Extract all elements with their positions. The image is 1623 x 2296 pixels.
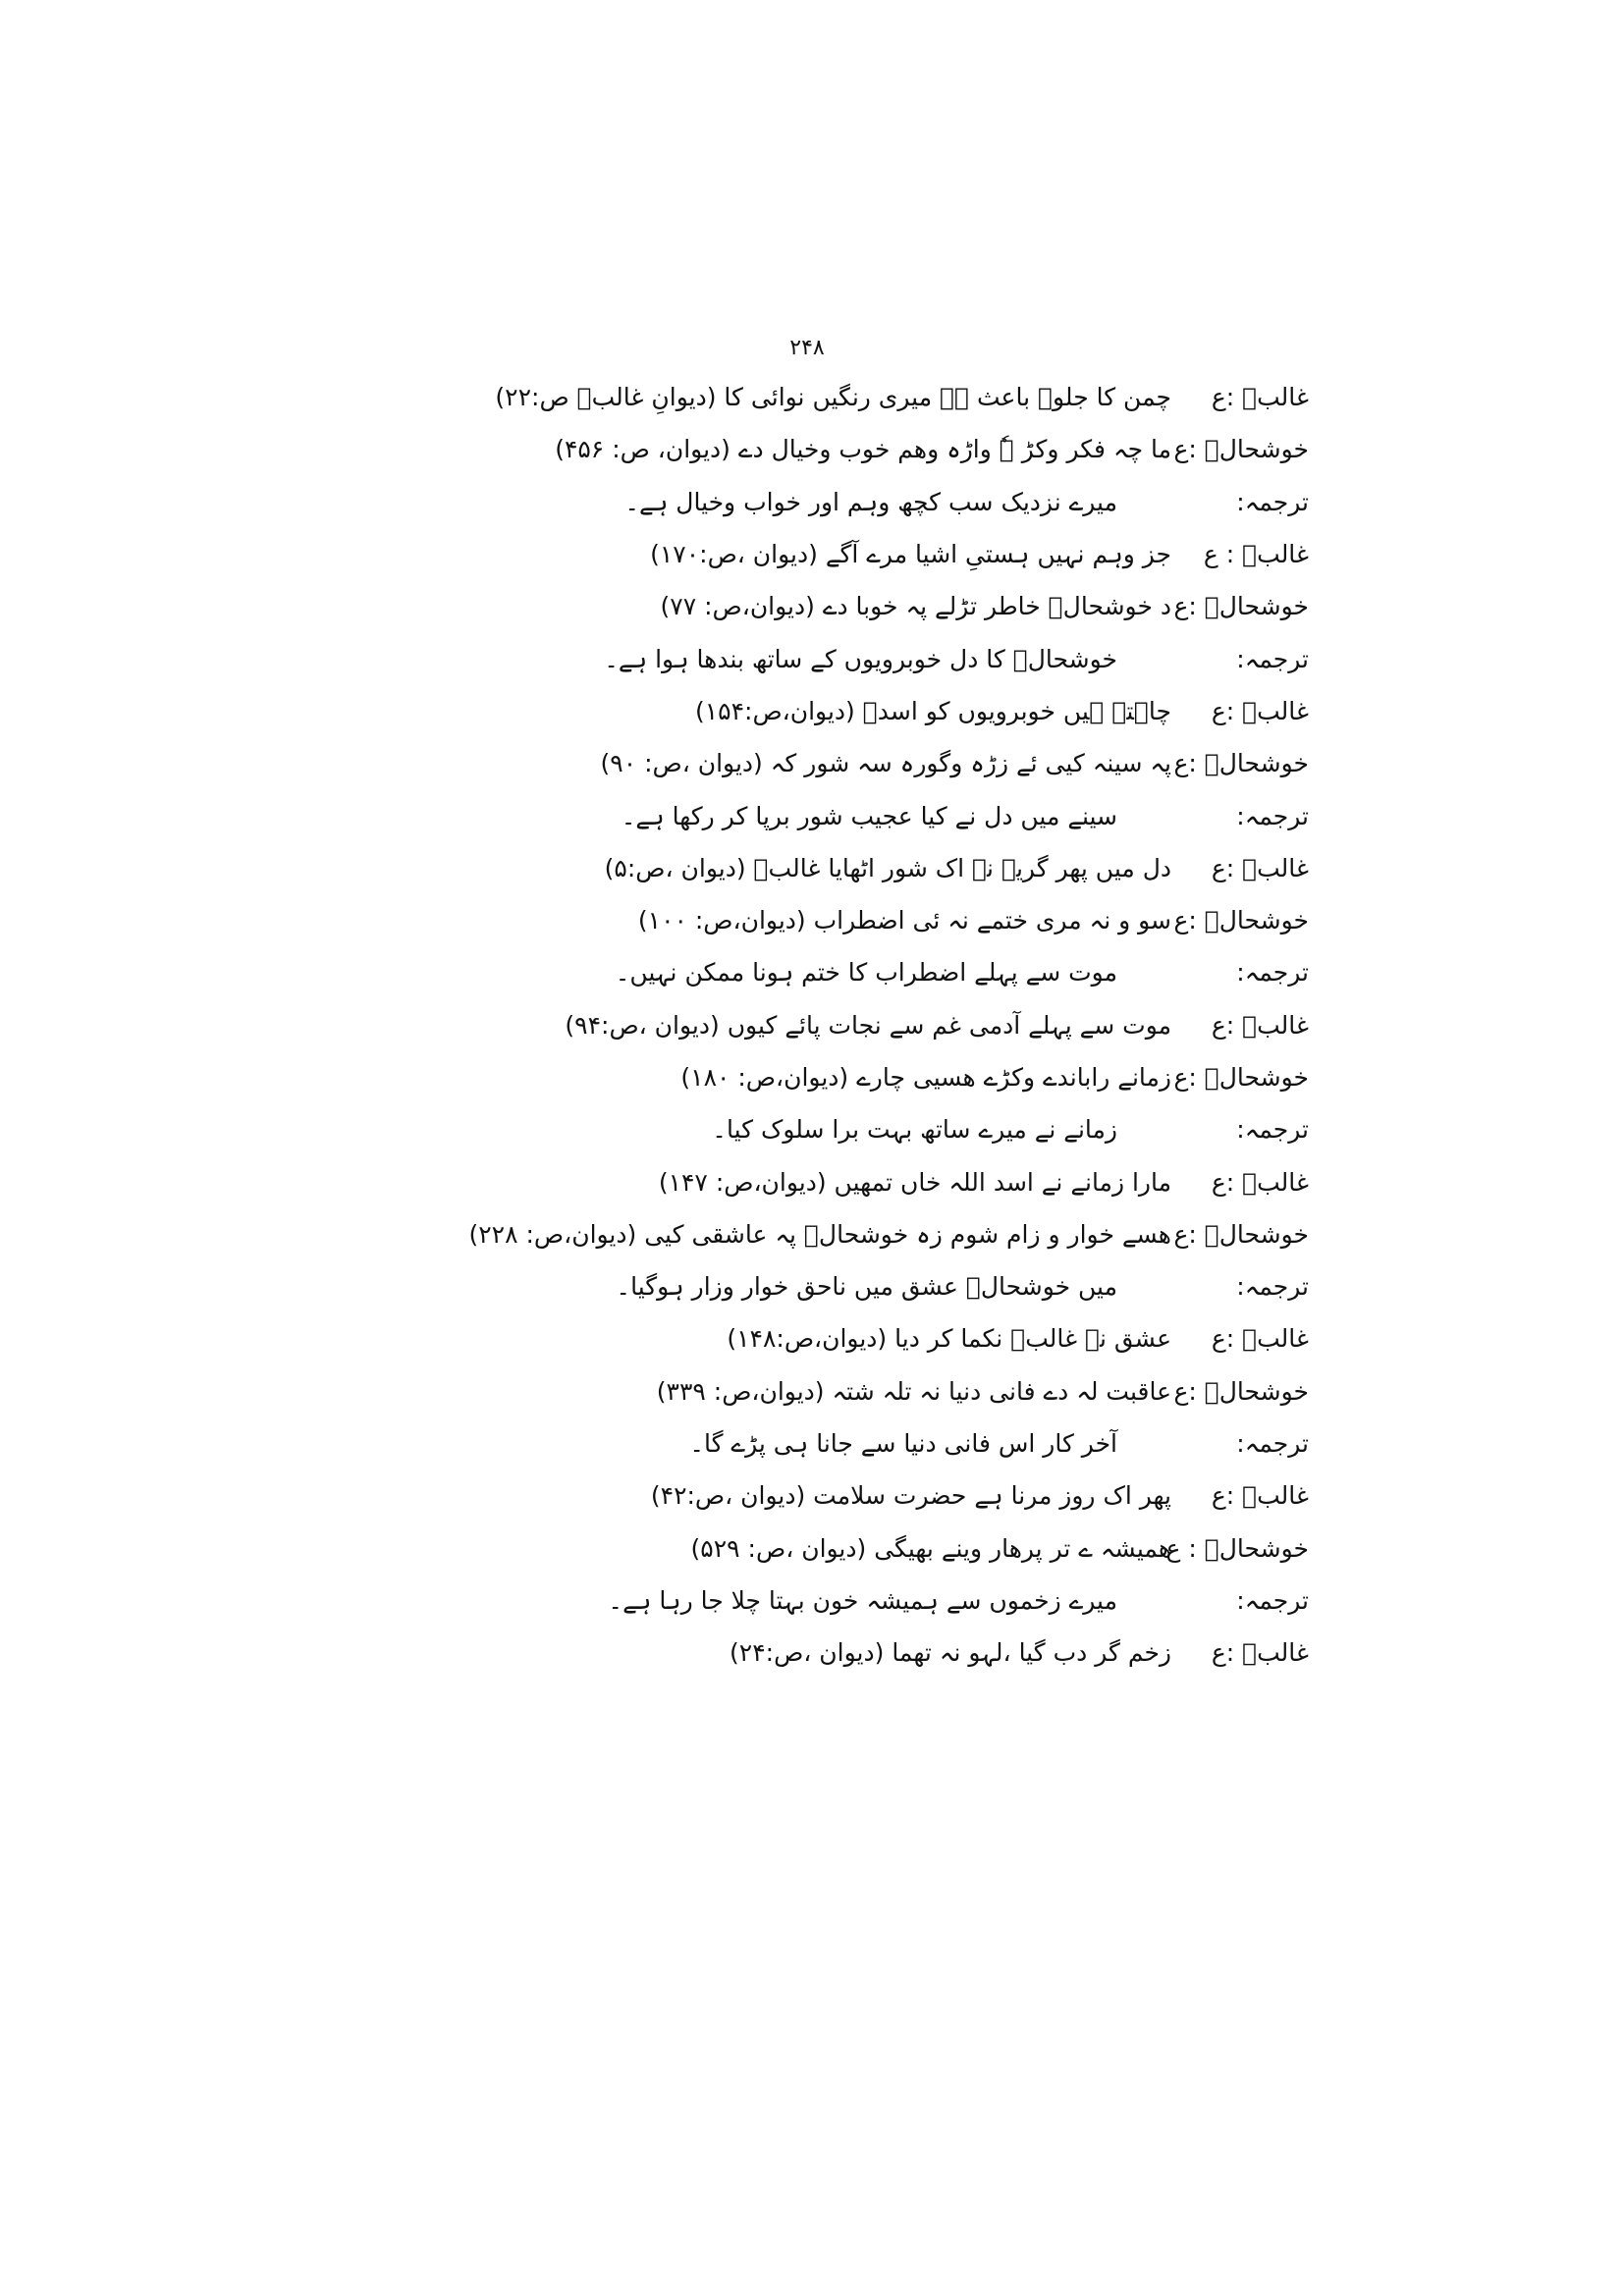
verse-text: موت سے پہلے اضطراب کا ختم ہونا ممکن نہیں۔ — [615, 958, 1117, 988]
verse-speaker-label: غالبؔ :ع — [1211, 853, 1309, 882]
verse-text: پہ سینہ کیی ئے زڑہ وگورہ سہ شور کہ (دیوان ،ص: ۹۰) — [600, 749, 1171, 778]
verse-text: جز وہم نہیں ہستیِ اشیا مرے آگے (دیوان ،ص:۱۷۰) — [650, 540, 1171, 569]
verse-line — [327, 371, 1309, 423]
verse-speaker-label: غالبؔ :ع — [1211, 696, 1309, 725]
verse-speaker-label: ترجمہ: — [1236, 958, 1309, 988]
verse-line — [327, 1312, 1309, 1364]
verse-speaker-label: خوشحالؔ :ع — [1173, 1219, 1309, 1249]
verse-text: زمانے راباندے وکڑے ھسیی چارے (دیوان،ص: ۱۸۰) — [680, 1063, 1171, 1092]
verse-line — [327, 789, 1309, 841]
verse-text: موت سے پہلے آدمی غم سے نجات پائے کیوں (دیوان ،ص:۹۴) — [565, 1010, 1171, 1040]
verse-line — [327, 1155, 1309, 1207]
verse-line — [327, 580, 1309, 632]
verse-line — [327, 476, 1309, 528]
verse-line — [327, 423, 1309, 475]
verse-line — [327, 1051, 1309, 1103]
verse-text: میرے نزدیک سب کچھ وہم اور خواب وخیال ہے۔ — [624, 487, 1117, 516]
verse-line — [327, 1417, 1309, 1469]
verse-speaker-label: خوشحالؔ :ع — [1173, 592, 1309, 621]
verse-speaker-label: ترجمہ: — [1236, 801, 1309, 830]
verse-speaker-label: ترجمہ: — [1236, 1115, 1309, 1145]
verse-text: زخم گر دب گیا ،لہو نہ تھما (دیوان ،ص:۲۴) — [730, 1638, 1171, 1668]
verse-speaker-label: خوشحالؔ :ع — [1173, 906, 1309, 935]
verse-text: ھمیشہ ے تر پرھار وینے بھیگی (دیوان ،ص: ۵۲۹) — [690, 1533, 1171, 1563]
verse-line — [327, 1469, 1309, 1522]
verse-line — [327, 1365, 1309, 1417]
verse-speaker-label: خوشحالؔ : ع — [1165, 1533, 1309, 1563]
verse-speaker-label: خوشحالؔ :ع — [1173, 1063, 1309, 1092]
verse-line — [327, 894, 1309, 946]
verse-text: مارا زمانے نے اسد اللہ خاں تمھیں (دیوان،ص: ۱۴۷) — [658, 1167, 1171, 1197]
verse-speaker-label: ترجمہ: — [1236, 1272, 1309, 1302]
verse-speaker-label: خوشحالؔ :ع — [1173, 1376, 1309, 1406]
verse-text: د خوشحالؔ خاطر تڑلے پہ خوبا دے (دیوان،ص: ۷۷) — [660, 592, 1171, 621]
verse-speaker-label: غالبؔ :ع — [1211, 1324, 1309, 1354]
verse-text: زمانے نے میرے ساتھ بہت برا سلوک کیا۔ — [712, 1115, 1117, 1145]
verse-line — [327, 999, 1309, 1051]
verse-speaker-label: غالبؔ :ع — [1211, 1167, 1309, 1197]
verse-speaker-label: غالبؔ : ع — [1203, 540, 1309, 569]
verse-speaker-label: خوشحالؔ :ع — [1173, 749, 1309, 778]
verse-line — [327, 842, 1309, 894]
verse-line — [327, 1627, 1309, 1679]
verse-speaker-label: ترجمہ: — [1236, 1585, 1309, 1615]
verse-text: میرے زخموں سے ہمیشہ خون بہتا چلا جا رہا ہے۔ — [608, 1585, 1117, 1615]
verse-text: ھسے خوار و زام شوم زہ خوشحالؔ پہ عاشقی کیی (دیوان،ص: ۲۲۸) — [468, 1219, 1171, 1249]
verse-line — [327, 946, 1309, 998]
verse-line — [327, 737, 1309, 789]
verse-text: عاقبت لہ دے فانی دنیا نہ تلہ شتہ (دیوان،ص: ۳۳۹) — [656, 1376, 1171, 1406]
verse-line — [327, 1260, 1309, 1312]
verse-text: میں خوشحالؔ عشق میں ناحق خوار وزار ہوگیا۔ — [616, 1272, 1117, 1302]
verse-speaker-label: ترجمہ: — [1236, 644, 1309, 673]
verse-text: سینے میں دل نے کیا عجیب شور برپا کر رکھا ہے۔ — [621, 801, 1117, 830]
verse-speaker-label: غالبؔ :ع — [1211, 1010, 1309, 1040]
verse-text: چمن کا جلوہ باعث ہے میری رنگیں نوائی کا (دیوانِ غالبؔ ص:۲۲) — [495, 383, 1171, 412]
verse-text: سو و نہ مری ختمے نہ ئی اضطراب (دیوان،ص: ۱۰۰) — [637, 906, 1171, 935]
page-number: ۲۴۸ — [789, 336, 825, 360]
verse-line — [327, 685, 1309, 737]
verse-speaker-label: ترجمہ: — [1236, 1429, 1309, 1459]
verse-speaker-label: غالبؔ :ع — [1211, 383, 1309, 412]
verse-line — [327, 1208, 1309, 1260]
verse-speaker-label: خوشحالؔ :ع — [1173, 435, 1309, 464]
verse-line — [327, 632, 1309, 684]
verse-speaker-label: غالبؔ :ع — [1211, 1481, 1309, 1511]
verse-speaker-label: غالبؔ :ع — [1211, 1638, 1309, 1668]
verse-line — [327, 1575, 1309, 1627]
verse-line — [327, 1522, 1309, 1575]
verse-text: پھر اک روز مرنا ہے حضرت سلامت (دیوان ،ص:۴۲) — [650, 1481, 1171, 1511]
verse-text: خوشحالؔ کا دل خوبرویوں کے ساتھ بندھا ہوا ہے۔ — [604, 644, 1117, 673]
verse-text: چاہتے ہیں خوبرویوں کو اسدؔ (دیوان،ص:۱۵۴) — [694, 696, 1171, 725]
verse-line — [327, 528, 1309, 580]
verse-list — [327, 371, 1309, 1679]
verse-text: ما چہ فکر وکڑ ہٗ واڑہ وھم خوب وخیال دے (دیوان، ص: ۴۵۶) — [555, 435, 1171, 464]
verse-line — [327, 1103, 1309, 1155]
verse-speaker-label: ترجمہ: — [1236, 487, 1309, 516]
verse-text: دل میں پھر گریے نے اک شور اٹھایا غالبؔ (دیوان ،ص:۵) — [604, 853, 1171, 882]
verse-text: آخر کار اس فانی دنیا سے جانا ہی پڑے گا۔ — [689, 1429, 1117, 1459]
verse-text: عشق نے غالبؔ نکما کر دیا (دیوان،ص:۱۴۸) — [727, 1324, 1171, 1354]
